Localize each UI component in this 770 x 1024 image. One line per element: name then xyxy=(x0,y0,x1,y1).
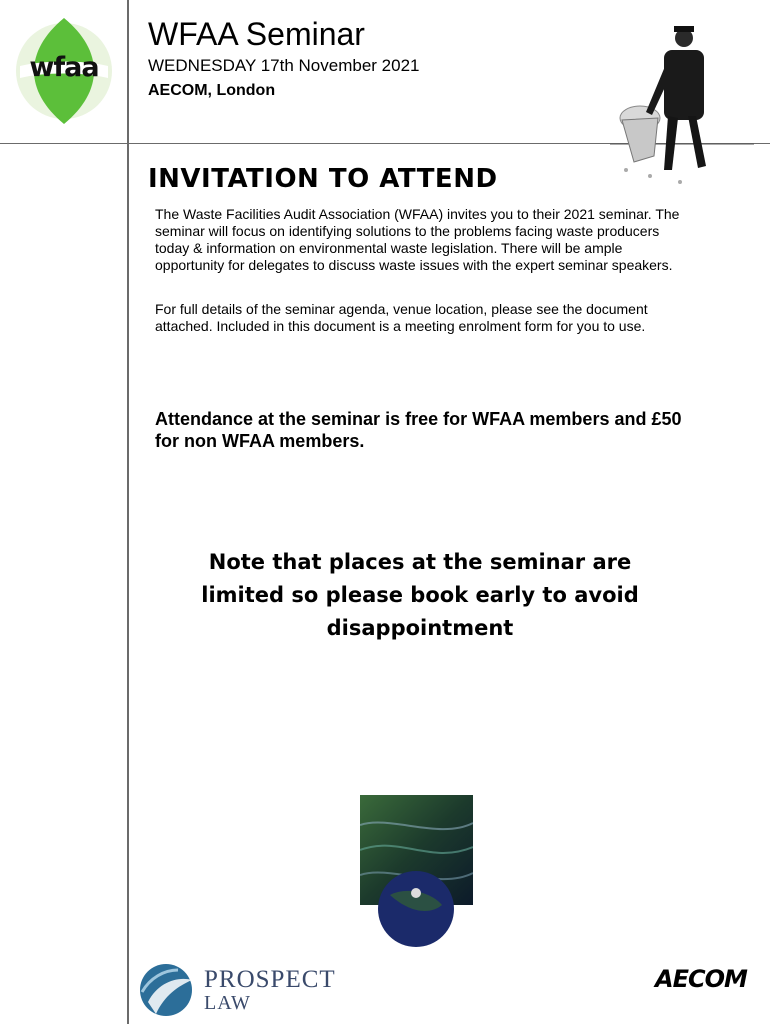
seminar-venue: AECOM, London xyxy=(148,82,276,99)
man-with-bin-illustration xyxy=(606,20,756,190)
invitation-heading: INVITATION TO ATTEND xyxy=(148,164,498,194)
page-title: WFAA Seminar xyxy=(148,16,365,52)
aecom-logo: AECOM xyxy=(655,965,747,993)
attendance-fee-note: Attendance at the seminar is free for WFAA members and £50 for non WFAA members. xyxy=(155,409,682,451)
wfaa-logo xyxy=(14,16,114,126)
prospect-swirl-icon xyxy=(138,962,194,1018)
prospect-law-logo xyxy=(138,960,348,1016)
prospect-name: PROSPECT xyxy=(204,966,336,993)
prospect-law-text: LAW xyxy=(204,992,251,1014)
intro-paragraph: The Waste Facilities Audit Association (WFAA) invites you to their 2021 seminar. The seminar will focus on identifying solutions to the problems facing waste producers today & information on environmental waste legislation. There will be ample opportunity for delegates to discuss waste issues with the expert seminar speakers. xyxy=(155,206,680,273)
details-paragraph: For full details of the seminar agenda, venue location, please see the document attached. Included in this document is a meeting enrolment form for you to use. xyxy=(155,301,648,334)
seminar-date: WEDNESDAY 17th November 2021 xyxy=(148,56,420,75)
limited-places-note: Note that places at the seminar are limited so please book early to avoid disappointment xyxy=(201,550,639,640)
logo-text: wfaa xyxy=(29,52,99,83)
globe-illustration xyxy=(360,795,473,950)
vertical-rule xyxy=(127,0,129,1024)
